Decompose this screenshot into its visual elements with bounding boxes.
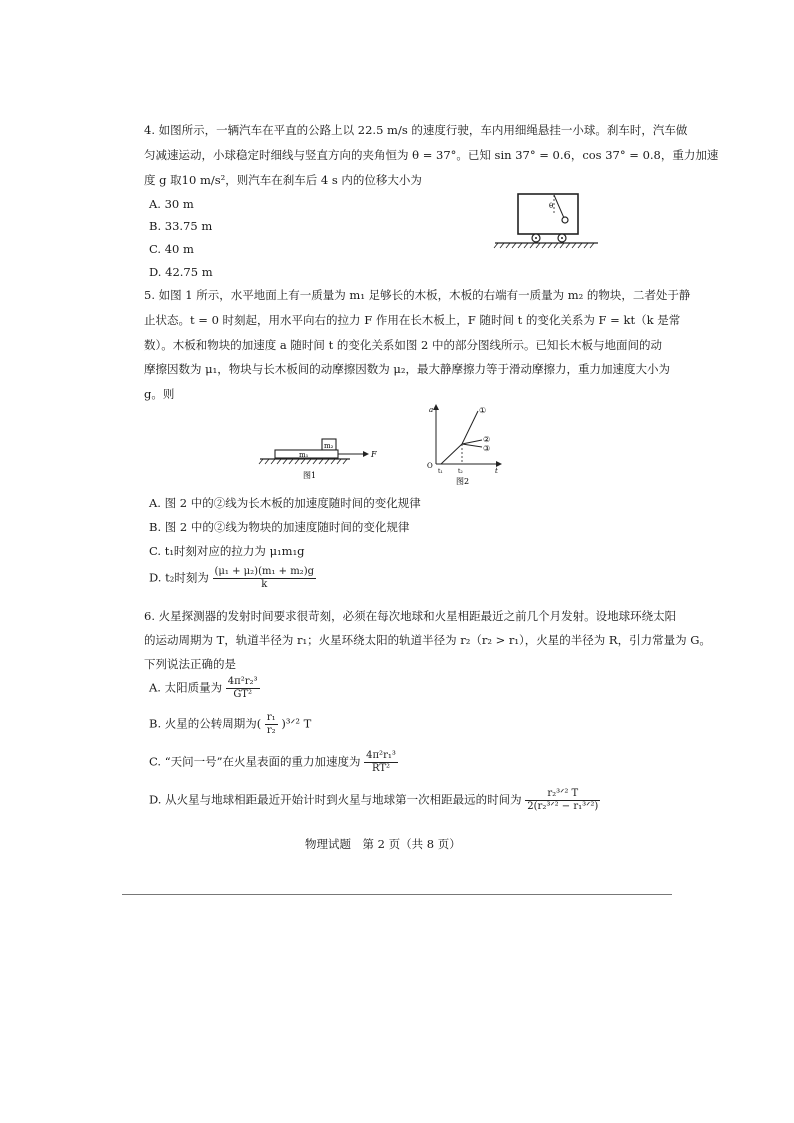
- q4-stem-line2: 匀减速运动，小球稳定时细线与竖直方向的夹角恒为 θ = 37°。已知 sin 37° = 0.6，cos 37° = 0.8，重力加速: [144, 148, 719, 162]
- theta-label: θ: [549, 202, 554, 210]
- q6-option-b-suffix: )³ᐟ² T: [281, 716, 312, 731]
- q4-car-figure: [490, 190, 600, 252]
- line-1: [462, 411, 478, 444]
- q4-option-c: C. 40 m: [149, 242, 194, 256]
- label-line-1: ①: [479, 406, 487, 415]
- q6-option-b: [149, 712, 311, 737]
- q6-option-b-numerator: r₁: [266, 712, 276, 723]
- q5-figure-1: [255, 430, 385, 492]
- q5-stem-line5: g。则: [144, 387, 175, 401]
- pendulum-string: [554, 195, 564, 218]
- q6-option-a-prefix: A. 太阳质量为: [149, 680, 223, 695]
- q6-stem-line3: 下列说法正确的是: [144, 657, 236, 671]
- q5-option-d-prefix: D. t₂时刻为: [149, 570, 209, 585]
- q5-stem-line1: 5. 如图 1 所示，水平地面上有一质量为 m₁ 足够长的木板，木板的右端有一质量为 m₂ 的物块，二者处于静: [144, 288, 691, 302]
- label-O: O: [427, 462, 433, 470]
- line-base: [441, 444, 462, 464]
- label-t2: t₂: [458, 468, 463, 475]
- car-body: [518, 194, 578, 234]
- label-line-2: ②: [483, 435, 491, 444]
- q6-option-d: [149, 788, 600, 813]
- q5-option-c: C. t₁时刻对应的拉力为 μ₁m₁g: [149, 544, 305, 558]
- bottom-divider: [122, 894, 672, 895]
- q6-option-c-numerator: 4π²r₁³: [366, 750, 396, 761]
- line-3: [462, 444, 482, 447]
- q6-option-c-fraction: [364, 750, 398, 775]
- q4-option-a: A. 30 m: [149, 197, 194, 211]
- q6-option-c-denominator: RT²: [371, 763, 391, 774]
- q6-option-b-prefix: B. 火星的公转周期为(: [149, 716, 262, 731]
- q5-stem-line4: 摩擦因数为 μ₁，物块与长木板间的动摩擦因数为 μ₂，最大静摩擦力等于滑动摩擦力，重力加速度大小为: [144, 362, 670, 376]
- label-m2: m₂: [324, 442, 334, 450]
- q5-figure-2: [420, 402, 510, 490]
- page-footer: 物理试题 第 2 页（共 8 页）: [305, 837, 461, 851]
- q6-option-a-denominator: GT²: [233, 689, 252, 700]
- q6-option-d-denominator: 2(r₂³ᐟ² − r₁³ᐟ²): [527, 801, 599, 812]
- q5-option-d-denominator: k: [261, 579, 268, 590]
- pendulum-ball: [562, 217, 568, 223]
- label-m1: m₁: [299, 451, 309, 459]
- q4-option-d: D. 42.75 m: [149, 265, 213, 279]
- q5-option-a: A. 图 2 中的②线为长木板的加速度随时间的变化规律: [149, 496, 421, 510]
- q6-option-d-prefix: D. 从火星与地球相距最近开始计时到火星与地球第一次相距最远的时间为: [149, 792, 522, 807]
- q5-option-d-fraction: [213, 566, 316, 591]
- q6-option-c: [149, 750, 398, 775]
- q6-stem-line2: 的运动周期为 T，轨道半径为 r₁；火星环绕太阳的轨道半径为 r₂（r₂ > r₁），火星的半径为 R，引力常量为 G。: [144, 633, 711, 647]
- label-t1: t₁: [438, 468, 443, 475]
- q6-stem-line1: 6. 火星探测器的发射时间要求很苛刻，必须在每次地球和火星相距最近之前几个月发射。设地球环绕太阳: [144, 609, 677, 623]
- q5-option-b: B. 图 2 中的②线为物块的加速度随时间的变化规律: [149, 520, 410, 534]
- label-F: F: [371, 450, 377, 459]
- line-2: [462, 440, 482, 444]
- label-line-3: ③: [483, 444, 491, 453]
- q6-option-a-numerator: 4π²r₂³: [227, 676, 258, 687]
- q5-option-d-numerator: (μ₁ + μ₂)(m₁ + m₂)g: [214, 566, 314, 577]
- label-t: t: [495, 467, 498, 475]
- label-a: a: [429, 406, 434, 414]
- q6-option-d-numerator: r₂³ᐟ² T: [525, 788, 600, 801]
- q6-option-b-denominator: r₂: [266, 725, 276, 736]
- q6-option-a-fraction: [226, 676, 260, 701]
- q6-option-b-fraction: [265, 712, 278, 737]
- caption-fig1: 图1: [303, 471, 317, 480]
- q4-option-b: B. 33.75 m: [149, 219, 213, 233]
- q4-stem-line3: 度 g 取10 m/s²，则汽车在刹车后 4 s 内的位移大小为: [144, 173, 422, 187]
- q5-stem-line3: 数）。木板和物块的加速度 a 随时间 t 的变化关系如图 2 中的部分图线所示。已知长木板与地面间的动: [144, 338, 662, 352]
- q4-stem-line1: 4. 如图所示，一辆汽车在平直的公路上以 22.5 m/s 的速度行驶，车内用细绳悬挂一小球。刹车时，汽车做: [144, 123, 688, 137]
- q5-option-d: [149, 566, 316, 591]
- q5-stem-line2: 止状态。t = 0 时刻起，用水平向右的拉力 F 作用在长木板上，F 随时间 t 的变化关系为 F = kt（k 是常: [144, 313, 681, 327]
- q6-option-d-fraction: [525, 788, 600, 813]
- caption-fig2: 图2: [456, 477, 470, 486]
- q6-option-a: [149, 676, 260, 701]
- q6-option-c-prefix: C. “天问一号”在火星表面的重力加速度为: [149, 754, 361, 769]
